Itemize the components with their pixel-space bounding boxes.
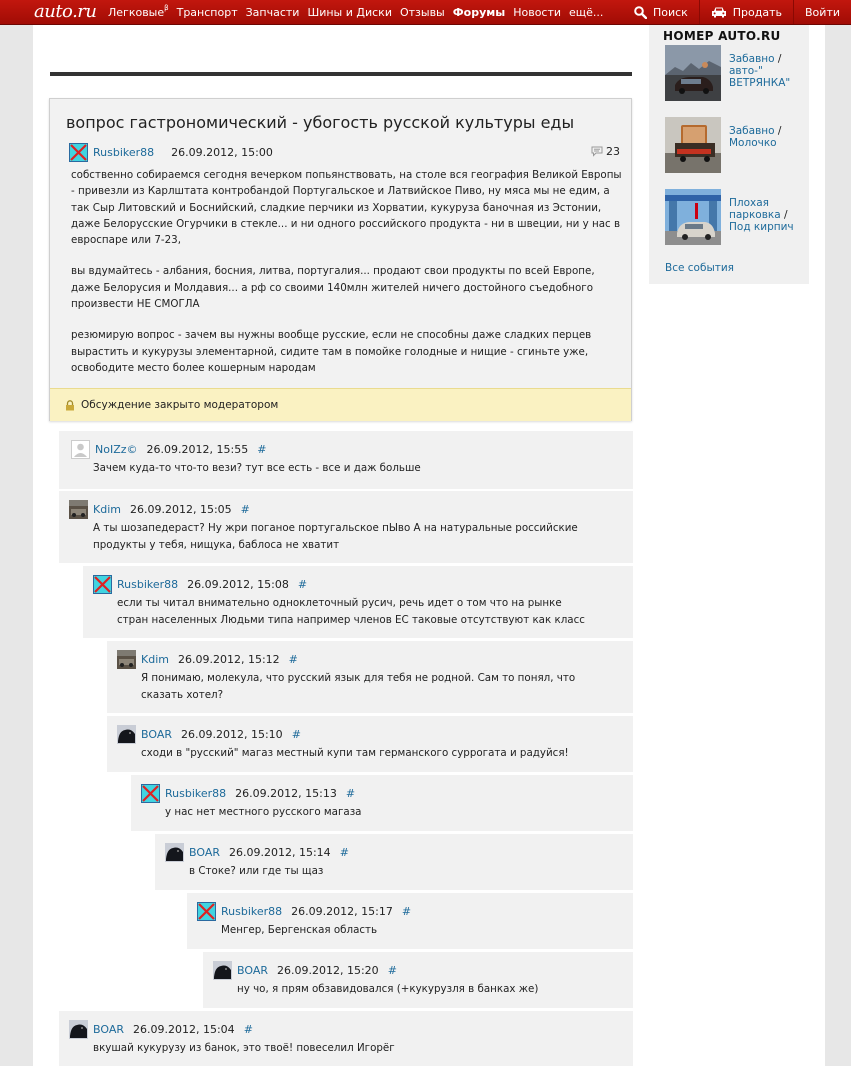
nav-item-tires[interactable]: Шины и Диски <box>307 5 392 19</box>
comment <box>107 716 633 772</box>
nav-item-parts[interactable]: Запчасти <box>245 5 300 19</box>
main-nav <box>108 0 611 24</box>
comment <box>83 566 633 638</box>
nav-item-reviews[interactable]: Отзывы <box>399 5 445 19</box>
sidebar-item-caption <box>729 125 805 149</box>
post-date: 26.09.2012, 15:00 <box>171 145 273 159</box>
sidebar-item-caption <box>729 53 805 89</box>
comment-line: А ты шозапедераст? Ну жри поганое португальское пЫво А на натуральные российские <box>93 522 578 534</box>
comment-header <box>141 784 355 803</box>
thumbnail[interactable] <box>665 117 721 173</box>
car-icon <box>711 6 727 18</box>
avatar[interactable] <box>141 784 160 803</box>
nav-item-transport[interactable]: Транспорт <box>176 5 238 19</box>
thumbnail[interactable] <box>665 189 721 245</box>
comment-text <box>237 981 538 998</box>
avatar[interactable] <box>213 961 232 980</box>
closed-notice-text: Обсуждение закрыто модератором <box>81 399 279 411</box>
comment-permalink[interactable]: # <box>288 653 298 666</box>
avatar[interactable] <box>71 440 90 459</box>
comment-permalink[interactable]: # <box>401 905 412 918</box>
separator: / <box>774 53 782 65</box>
comment-date: 26.09.2012, 15:14 <box>229 846 331 859</box>
comment-permalink[interactable]: # <box>345 787 356 800</box>
comment-icon <box>591 146 603 157</box>
nav-item-cars[interactable] <box>108 3 169 19</box>
login-label: Войти <box>805 5 840 19</box>
sell-button[interactable] <box>699 0 793 24</box>
search-icon <box>634 6 647 19</box>
sidebar-category-link[interactable]: Забавно <box>729 53 775 65</box>
comment-header <box>213 961 397 980</box>
avatar[interactable] <box>69 500 88 519</box>
nav-label: Легковые <box>108 5 165 19</box>
comment <box>107 641 633 713</box>
closed-notice <box>50 388 631 421</box>
comment-author[interactable]: NoIZz© <box>95 443 138 456</box>
comment-header <box>165 843 349 862</box>
avatar[interactable] <box>197 902 216 921</box>
comment-text <box>221 922 377 939</box>
avatar[interactable] <box>117 725 136 744</box>
comment-line: Менгер, Бергенская область <box>221 924 378 936</box>
comment-date: 26.09.2012, 15:10 <box>181 728 283 741</box>
comment-permalink[interactable]: # <box>387 964 397 977</box>
sidebar <box>649 25 809 284</box>
comment-date: 26.09.2012, 15:17 <box>291 905 393 918</box>
sidebar-category-link[interactable]: Плохая парковка <box>729 197 781 221</box>
comment-date: 26.09.2012, 15:13 <box>235 787 337 800</box>
comment-author[interactable]: BOAR <box>141 728 172 741</box>
comment-line: если ты читал внимательно одноклеточный русич, речь идет о том что на рынке <box>117 597 562 609</box>
lock-icon <box>65 400 75 411</box>
comment-text <box>93 1040 395 1057</box>
all-events-link[interactable]: Все события <box>665 262 734 274</box>
comment-author[interactable]: BOAR <box>189 846 220 859</box>
comment <box>59 491 633 563</box>
comment-author[interactable]: Rusbiker88 <box>221 905 283 918</box>
comment-line: вкушай кукурузу из банок, это твоё! повеселил Игорёг <box>93 1042 395 1054</box>
comment-line: стран населенных Людьми типа например членов ЕС таковые отсутствуют как класс <box>117 613 585 626</box>
section-divider <box>50 72 632 76</box>
comment-header <box>69 500 250 519</box>
comment-header <box>69 1020 253 1039</box>
comment <box>131 775 633 831</box>
sidebar-title: НОМЕР AUTO.RU <box>663 29 781 43</box>
comment-text <box>117 595 585 628</box>
comment-header <box>197 902 411 921</box>
thumbnail[interactable] <box>665 45 721 101</box>
sidebar-category-link[interactable]: Забавно <box>729 125 775 137</box>
comment-header <box>117 650 298 669</box>
comment-author[interactable]: Rusbiker88 <box>117 578 179 591</box>
comment-date: 26.09.2012, 15:55 <box>146 443 249 456</box>
comment <box>203 952 633 1008</box>
sell-label: Продать <box>732 5 783 19</box>
post-author[interactable]: Rusbiker88 <box>93 145 155 159</box>
comment-line: у нас нет местного русского магаза <box>165 806 362 818</box>
comment-permalink[interactable]: # <box>291 728 301 741</box>
comment-header <box>117 725 301 744</box>
comment-author[interactable]: Kdim <box>141 653 169 666</box>
sidebar-item-caption <box>729 197 805 233</box>
comment-author[interactable]: BOAR <box>237 964 268 977</box>
top-bar <box>0 0 851 25</box>
nav-item-forums[interactable]: Форумы <box>452 5 506 19</box>
forum-post <box>49 98 632 421</box>
comment <box>155 834 633 890</box>
avatar[interactable] <box>69 1020 88 1039</box>
post-paragraph: собственно собираемся сегодня вечерком попьянствовать, на столе вся география Великой Европы - привезли из Карлштата контробандой Португальское и Латвийское Пиво, ну мяса мы не едим, а так Сыр Литовский и Боснийский, сладкие перчики из Хорватии, кукуруза баночная из Эстонии, даже Белорусские Огурчики в стекле... и ни одного российского продукта - ни в швеции, ни у нас в евроспаре или 7-23, <box>71 169 622 247</box>
separator: / <box>774 125 782 137</box>
sidebar-item[interactable] <box>665 45 805 101</box>
comment <box>59 431 633 489</box>
nav-item-news[interactable]: Новости <box>513 5 562 19</box>
comment-line: в Стоке? или где ты щаз <box>189 865 324 877</box>
comment-text <box>141 745 569 762</box>
search-label: Поиск <box>652 5 688 19</box>
post-meta <box>69 143 273 161</box>
comment-line: продукты у тебя, нищука, баблоса не хватит <box>93 538 340 551</box>
post-paragraph: вы вдумайтесь - албания, босния, литва, португалия... продают свои продукты по всей Европе, даже Белорусия и Молдавия... а рф со своими 140млн жителей ничего достойного съедобного произвести НЕ СМОГЛА <box>71 265 595 311</box>
post-paragraph: резюмирую вопрос - зачем вы нужны вообще русские, если не способны даже сладких перцев вырастить и кукурузы элементарной, сидите там в помойке голодные и нищие - сгиньте уже, освободите место более кошерным народам <box>71 329 592 374</box>
comment-text <box>93 460 421 477</box>
comment-date: 26.09.2012, 15:05 <box>129 503 232 516</box>
post-body <box>71 167 626 391</box>
nav-item-more[interactable]: ещё... <box>569 5 604 19</box>
comment-permalink[interactable]: # <box>339 846 349 859</box>
comment-text <box>93 520 578 553</box>
comment-count[interactable] <box>591 145 620 158</box>
comment-permalink[interactable]: # <box>240 503 250 516</box>
comment-line: Я понимаю, молекула, что русский язык для тебя не родной. Сам то понял, что <box>141 672 576 684</box>
avatar[interactable] <box>69 143 88 162</box>
comment-line: Зачем куда-то что-то вези? тут все есть - все и даж больше <box>93 462 421 474</box>
comment-text <box>141 670 575 703</box>
login-button[interactable] <box>793 0 851 24</box>
sidebar-item[interactable] <box>665 117 805 173</box>
comment-date: 26.09.2012, 15:20 <box>277 964 379 977</box>
comment-author[interactable]: Rusbiker88 <box>165 787 227 800</box>
comment-line: сказать хотел? <box>141 688 224 701</box>
comment-date: 26.09.2012, 15:08 <box>187 578 289 591</box>
comment <box>187 893 633 949</box>
search-button[interactable] <box>623 0 699 24</box>
comment-permalink[interactable]: # <box>257 443 267 456</box>
sidebar-item-link[interactable]: Под кирпич <box>729 221 794 233</box>
beta-badge: β <box>164 3 169 12</box>
avatar[interactable] <box>165 843 184 862</box>
site-logo[interactable]: auto.ru <box>34 1 97 22</box>
comment-permalink[interactable]: # <box>243 1023 253 1036</box>
comment-text <box>165 804 362 821</box>
avatar[interactable] <box>117 650 136 669</box>
sidebar-item[interactable] <box>665 189 805 245</box>
comment-text <box>189 863 323 880</box>
separator: / <box>780 209 788 221</box>
comment-header <box>93 575 307 594</box>
comment-header <box>71 440 266 459</box>
comment-author[interactable]: BOAR <box>93 1023 124 1036</box>
post-title: вопрос гастрономический - убогость русской культуры еды <box>66 113 575 132</box>
comment-date: 26.09.2012, 15:04 <box>133 1023 235 1036</box>
comment-line: ну чо, я прям обзавидовался (+кукурузля в банках же) <box>237 983 539 995</box>
avatar[interactable] <box>93 575 112 594</box>
header-actions <box>623 0 851 24</box>
sidebar-item-link[interactable]: авто-" ВЕТРЯНКА" <box>729 65 791 89</box>
comment-author[interactable]: Kdim <box>93 503 121 516</box>
comment-permalink[interactable]: # <box>297 578 308 591</box>
sidebar-item-link[interactable]: Молочко <box>729 137 777 149</box>
comment <box>59 1011 633 1066</box>
comment-line: сходи в "русский" магаз местный купи там германского суррогата и радуйся! <box>141 747 569 759</box>
comment-count-value: 23 <box>606 145 620 158</box>
comment-date: 26.09.2012, 15:12 <box>177 653 280 666</box>
